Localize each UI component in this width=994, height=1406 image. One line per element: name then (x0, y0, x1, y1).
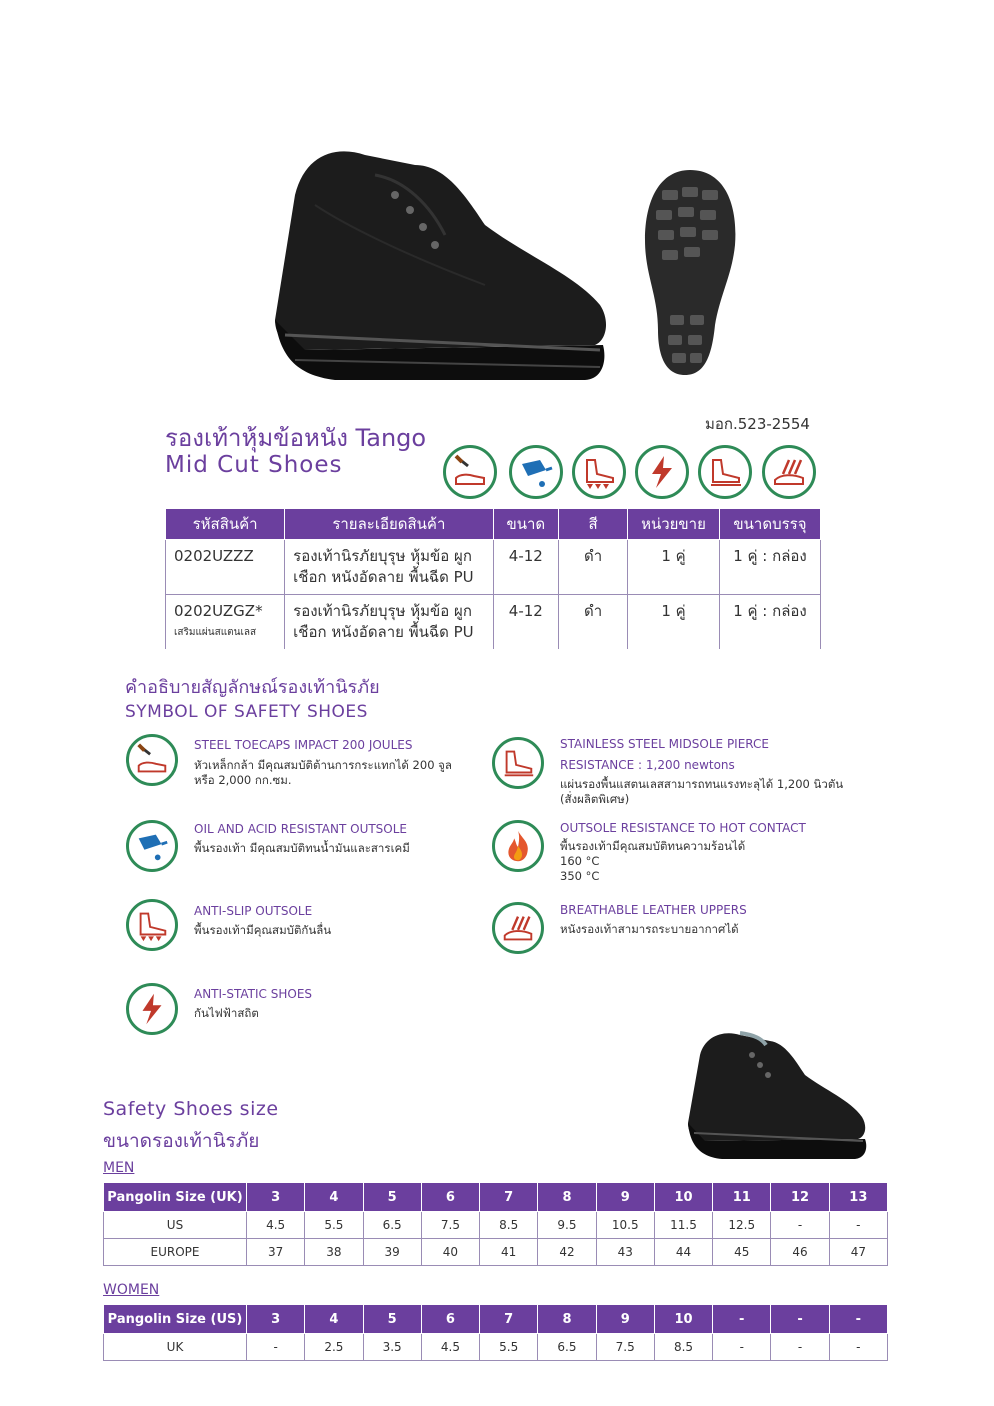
anti-static-label: ANTI-STATIC SHOES (194, 987, 313, 1001)
size-cell: 7.5 (421, 1212, 479, 1239)
size-col-header: - (829, 1305, 887, 1334)
boot-sole-image (640, 165, 740, 380)
product-color: ดำ (559, 595, 628, 650)
size-cell: 3.5 (363, 1334, 421, 1361)
size-cell: 40 (421, 1239, 479, 1266)
product-pack: 1 คู่ : กล่อง (719, 540, 820, 595)
size-col-header: 13 (829, 1183, 887, 1212)
product-unit: 1 คู่ (628, 540, 720, 595)
col-header-unit: หน่วยขาย (628, 509, 720, 540)
size-row-label: EUROPE (104, 1239, 247, 1266)
anti-slip-icon (126, 899, 178, 951)
breathable-icon (762, 445, 816, 499)
size-col-header: - (771, 1305, 829, 1334)
midsole-desc-line: (สั่งผลิตพิเศษ) (560, 792, 630, 806)
table-row (104, 1212, 888, 1239)
product-color: ดำ (559, 540, 628, 595)
size-col-header: 9 (596, 1183, 654, 1212)
product-size: 4-12 (493, 595, 559, 650)
oil-acid-icon (126, 820, 178, 872)
oil-acid-desc: พื้นรองเท้า มีคุณสมบัติทนน้ำมันและสารเคมี (194, 841, 410, 855)
product-code-text: 0202UZGZ* (174, 602, 263, 620)
product-description (285, 595, 493, 650)
size-cell: 37 (247, 1239, 305, 1266)
size-header: Pangolin Size (US) (104, 1305, 247, 1334)
symbol-section-title-english: SYMBOL OF SAFETY SHOES (125, 702, 368, 722)
breathable-label: BREATHABLE LEATHER UPPERS (560, 903, 747, 917)
steel-toecap-icon (126, 734, 178, 786)
hot-contact-temp: 160 °C (560, 854, 600, 868)
table-row (166, 540, 821, 595)
hot-contact-label: OUTSOLE RESISTANCE TO HOT CONTACT (560, 821, 806, 835)
desc-line: รองเท้านิรภัยบุรุษ หุ้มข้อ ผูก (293, 547, 472, 565)
size-cell: - (771, 1212, 829, 1239)
size-col-header: 3 (247, 1305, 305, 1334)
steel-toecap-icon (443, 445, 497, 499)
size-col-header: 10 (654, 1305, 712, 1334)
midsole-resistance-label: RESISTANCE : 1,200 newtons (560, 758, 735, 772)
table-row (104, 1334, 888, 1361)
col-header-size: ขนาด (493, 509, 559, 540)
col-header-color: สี (559, 509, 628, 540)
midsole-pierce-icon (698, 445, 752, 499)
size-col-header: 11 (713, 1183, 771, 1212)
size-col-header: - (713, 1305, 771, 1334)
oil-acid-icon (509, 445, 563, 499)
size-cell: 6.5 (538, 1334, 596, 1361)
product-pack: 1 คู่ : กล่อง (719, 595, 820, 650)
size-cell: - (829, 1334, 887, 1361)
breathable-icon (492, 902, 544, 954)
size-col-header: 12 (771, 1183, 829, 1212)
product-table (165, 508, 821, 649)
desc-line: เชือก หนังอัดลาย พื้นฉีด PU (293, 568, 474, 586)
hot-contact-desc-line: พื้นรองเท้ามีคุณสมบัติทนความร้อนได้ (560, 839, 746, 853)
flame-icon (492, 820, 544, 872)
product-code (166, 540, 285, 595)
size-col-header: 9 (596, 1305, 654, 1334)
midsole-desc-line: แผ่นรองพื้นแสตนเลสสามารถทนแรงทะลุได้ 1,200 นิวตัน (560, 777, 844, 791)
steel-toe-desc-line: หัวเหล็กกล้า มีคุณสมบัติต้านการกระแทกได้ 200 จูล (194, 758, 452, 772)
steel-toe-desc (194, 758, 452, 788)
size-cell: 12.5 (713, 1212, 771, 1239)
size-cell: - (247, 1334, 305, 1361)
size-col-header: 5 (363, 1183, 421, 1212)
size-cell: 5.5 (480, 1334, 538, 1361)
product-unit: 1 คู่ (628, 595, 720, 650)
midsole-pierce-icon (492, 737, 544, 789)
size-cell: 4.5 (421, 1334, 479, 1361)
size-cell: 41 (480, 1239, 538, 1266)
symbol-section-title-thai: คำอธิบายสัญลักษณ์รองเท้านิรภัย (125, 677, 380, 698)
women-size-label: WOMEN (103, 1282, 160, 1298)
steel-toe-desc-line: หรือ 2,000 กก.ซม. (194, 773, 292, 787)
breathable-desc: หนังรองเท้าสามารถระบายอากาศได้ (560, 922, 739, 936)
women-size-table (103, 1304, 888, 1361)
midsole-label: STAINLESS STEEL MIDSOLE PIERCE (560, 737, 770, 751)
boot-product-image (255, 135, 615, 395)
size-col-header: 5 (363, 1305, 421, 1334)
product-size: 4-12 (493, 540, 559, 595)
size-cell: 43 (596, 1239, 654, 1266)
table-row (104, 1239, 888, 1266)
product-title-thai: รองเท้าหุ้มข้อหนัง Tango (165, 424, 427, 452)
size-col-header: 3 (247, 1183, 305, 1212)
anti-static-desc: กันไฟฟ้าสถิต (194, 1006, 259, 1020)
size-cell: 7.5 (596, 1334, 654, 1361)
size-cell: 8.5 (480, 1212, 538, 1239)
size-cell: 46 (771, 1239, 829, 1266)
size-col-header: 7 (480, 1183, 538, 1212)
size-cell: 2.5 (305, 1334, 363, 1361)
size-col-header: 4 (305, 1305, 363, 1334)
size-cell: 4.5 (247, 1212, 305, 1239)
size-cell: 5.5 (305, 1212, 363, 1239)
size-cell: 42 (538, 1239, 596, 1266)
product-code-text: 0202UZZZ (174, 547, 254, 565)
size-row-label: UK (104, 1334, 247, 1361)
size-col-header: 10 (654, 1183, 712, 1212)
size-cell: 38 (305, 1239, 363, 1266)
steel-toe-label: STEEL TOECAPS IMPACT 200 JOULES (194, 738, 413, 752)
product-title-english: Mid Cut Shoes (165, 452, 343, 478)
size-cell: 45 (713, 1239, 771, 1266)
size-cell: 11.5 (654, 1212, 712, 1239)
men-size-table (103, 1182, 888, 1266)
table-row (104, 1183, 888, 1212)
boot-product-thumbnail (680, 1025, 870, 1165)
size-section-title-english: Safety Shoes size (103, 1098, 279, 1120)
size-cell: - (713, 1334, 771, 1361)
size-cell: 39 (363, 1239, 421, 1266)
size-cell: 8.5 (654, 1334, 712, 1361)
size-cell: 6.5 (363, 1212, 421, 1239)
men-size-label: MEN (103, 1160, 135, 1176)
anti-slip-icon (572, 445, 626, 499)
anti-slip-desc: พื้นรองเท้ามีคุณสมบัติกันลื่น (194, 923, 332, 937)
desc-line: รองเท้านิรภัยบุรุษ หุ้มข้อ ผูก (293, 602, 472, 620)
product-description (285, 540, 493, 595)
midsole-desc (560, 777, 843, 807)
hot-contact-temp: 350 °C (560, 869, 600, 883)
size-header: Pangolin Size (UK) (104, 1183, 247, 1212)
size-cell: - (829, 1212, 887, 1239)
col-header-code: รหัสสินค้า (166, 509, 285, 540)
anti-slip-label: ANTI-SLIP OUTSOLE (194, 904, 313, 918)
size-row-label: US (104, 1212, 247, 1239)
desc-line: เชือก หนังอัดลาย พื้นฉีด PU (293, 623, 474, 641)
standard-code: มอก.523-2554 (705, 415, 810, 433)
anti-static-icon (635, 445, 689, 499)
product-code-note: เสริมแผ่นสแตนเลส (174, 627, 257, 638)
size-cell: 10.5 (596, 1212, 654, 1239)
size-cell: 44 (654, 1239, 712, 1266)
table-row (104, 1305, 888, 1334)
size-cell: 47 (829, 1239, 887, 1266)
size-col-header: 8 (538, 1305, 596, 1334)
oil-acid-label: OIL AND ACID RESISTANT OUTSOLE (194, 822, 408, 836)
table-row (166, 595, 821, 650)
col-header-pack: ขนาดบรรจุ (719, 509, 820, 540)
size-col-header: 6 (421, 1183, 479, 1212)
product-code (166, 595, 285, 650)
col-header-description: รายละเอียดสินค้า (285, 509, 493, 540)
size-col-header: 6 (421, 1305, 479, 1334)
size-cell: - (771, 1334, 829, 1361)
size-cell: 9.5 (538, 1212, 596, 1239)
size-col-header: 7 (480, 1305, 538, 1334)
anti-static-icon (126, 983, 178, 1035)
size-section-title-thai: ขนาดรองเท้านิรภัย (103, 1130, 260, 1152)
size-col-header: 8 (538, 1183, 596, 1212)
size-col-header: 4 (305, 1183, 363, 1212)
hot-contact-desc (560, 839, 745, 884)
